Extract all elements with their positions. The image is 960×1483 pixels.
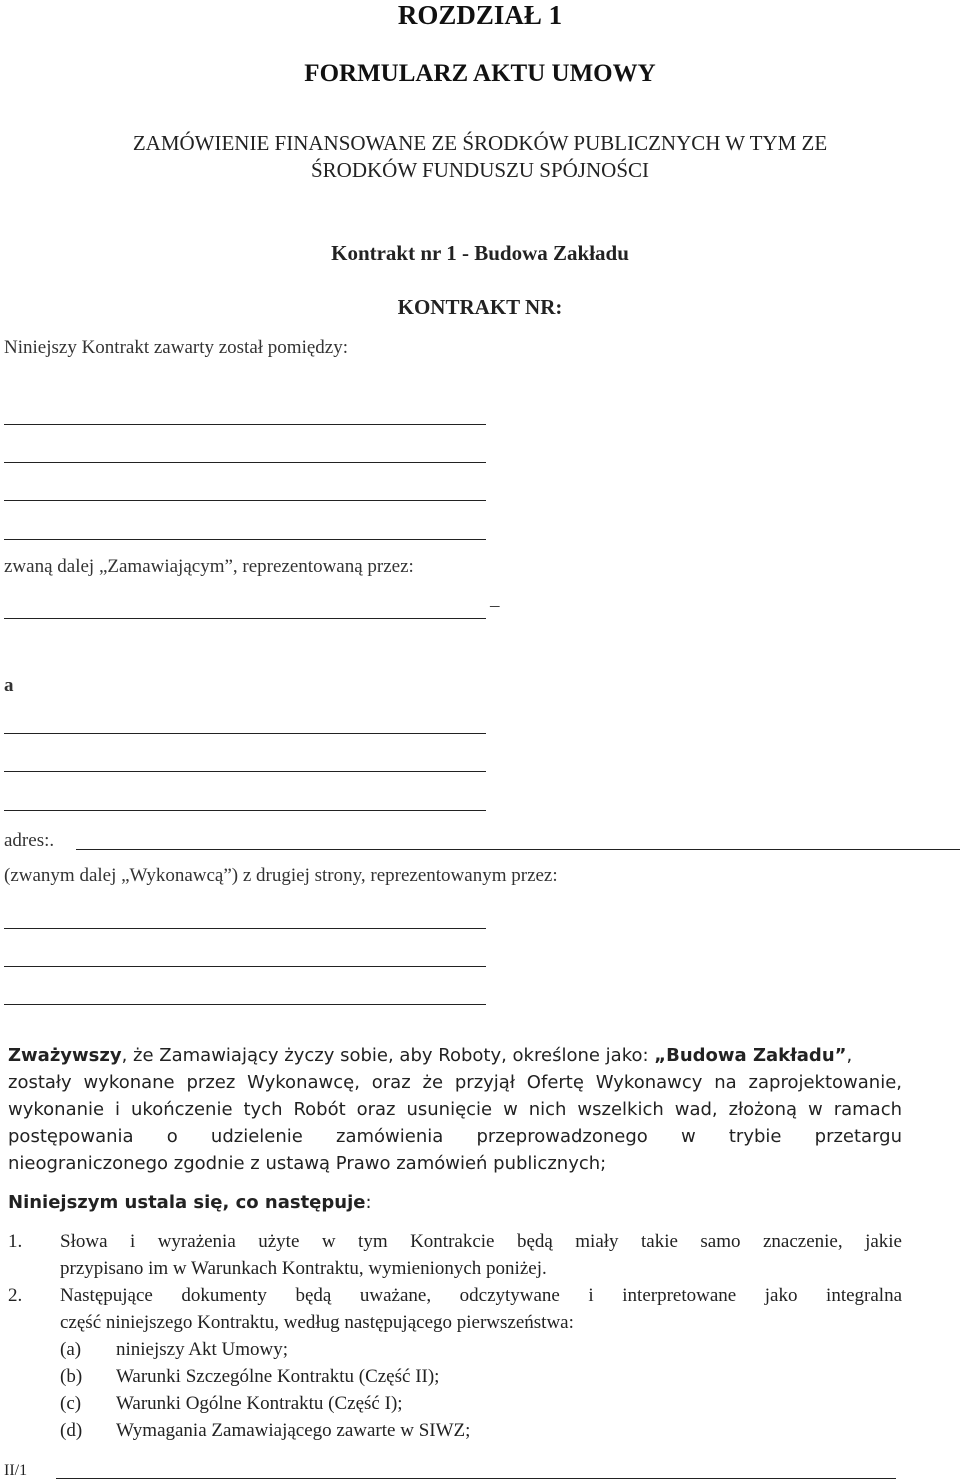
recital-line-5: nieograniczonego zgodnie z ustawą Prawo zamówień publicznych; (8, 1153, 607, 1174)
employer-blank-line-3[interactable] (4, 500, 486, 501)
clause-2-number: 2. (8, 1285, 23, 1306)
recital-line-1-text: , że Zamawiający życzy sobie, aby Roboty, określone jako: (121, 1045, 655, 1066)
funding-line-2: ŚRODKÓW FUNDUSZU SPÓJNOŚCI (310, 158, 649, 182)
recital-whereas: Zważywszy (8, 1045, 122, 1066)
agreed-statement (8, 1189, 372, 1216)
document-a-label: (a) (60, 1339, 82, 1360)
clause-1-number: 1. (8, 1231, 23, 1252)
recital-line-1-end: , (846, 1045, 853, 1066)
address-blank-line[interactable] (76, 849, 960, 850)
parties-intro: Niniejszy Kontrakt zawarty został pomiędzy: (4, 337, 349, 358)
contractor-blank-line-1[interactable] (4, 733, 486, 734)
recital-works-name: „Budowa Zakładu” (654, 1045, 847, 1066)
and-conjunction: a (4, 675, 14, 696)
employer-representative-line[interactable] (4, 618, 486, 619)
chapter-title: ROZDZIAŁ 1 (397, 0, 563, 30)
document-a-text: niniejszy Akt Umowy; (116, 1339, 289, 1360)
recital-line-3: wykonanie i ukończenie tych Robót oraz usunięcie w nich wszelkich wad, złożoną w ramach (8, 1099, 902, 1120)
dash-mark: – (490, 595, 500, 616)
agreed-statement-bold: Niniejszym ustala się, co następuje (8, 1192, 366, 1213)
employer-blank-line-2[interactable] (4, 462, 486, 463)
recital-line-1 (8, 1042, 852, 1069)
recital-line-4: postępowania o udzielenie zamówienia przeprowadzonego w trybie przetargu (8, 1126, 902, 1147)
contract-name: Kontrakt nr 1 - Budowa Zakładu (331, 241, 629, 265)
contractor-representative-line-1[interactable] (4, 928, 486, 929)
document-d-label: (d) (60, 1420, 83, 1441)
form-title: FORMULARZ AKTU UMOWY (304, 60, 656, 87)
document-d-text: Wymagania Zamawiającego zawarte w SIWZ; (116, 1420, 471, 1441)
agreed-statement-colon: : (365, 1192, 372, 1213)
recital-line-2: zostały wykonane przez Wykonawcę, oraz że przyjął Ofertę Wykonawcy na zaprojektowanie, (8, 1072, 902, 1093)
document-b-text: Warunki Szczególne Kontraktu (Część II); (116, 1366, 440, 1387)
address-label: adres:. (4, 830, 55, 851)
funding-line-1: ZAMÓWIENIE FINANSOWANE ZE ŚRODKÓW PUBLICZNYCH W TYM ZE (132, 131, 828, 155)
document-c-text: Warunki Ogólne Kontraktu (Część I); (116, 1393, 403, 1414)
employer-blank-line-1[interactable] (4, 424, 486, 425)
page-number: II/1 (4, 1462, 28, 1479)
document-c-label: (c) (60, 1393, 82, 1414)
employer-named-as: zwaną dalej „Zamawiającym”, reprezentowaną przez: (4, 556, 414, 577)
clause-2-line-2: część niniejszego Kontraktu, według następującego pierwszeństwa: (60, 1312, 574, 1333)
clause-1-line-2: przypisano im w Warunkach Kontraktu, wymienionych poniżej. (60, 1258, 547, 1279)
document-b-label: (b) (60, 1366, 83, 1387)
clause-1-line-1: Słowa i wyrażenia użyte w tym Kontrakcie będą miały takie samo znaczenie, jakie (60, 1231, 902, 1252)
clause-2-line-1: Następujące dokumenty będą uważane, odczytywane i interpretowane jako integralna (60, 1285, 902, 1306)
footer-rule (56, 1478, 896, 1479)
contract-number-label: KONTRAKT NR: (397, 295, 563, 319)
contractor-representative-line-2[interactable] (4, 966, 486, 967)
contractor-blank-line-2[interactable] (4, 771, 486, 772)
contractor-representative-line-3[interactable] (4, 1004, 486, 1005)
contractor-named-as: (zwanym dalej „Wykonawcą”) z drugiej strony, reprezentowanym przez: (4, 865, 558, 886)
contractor-blank-line-3[interactable] (4, 810, 486, 811)
employer-blank-line-4[interactable] (4, 539, 486, 540)
